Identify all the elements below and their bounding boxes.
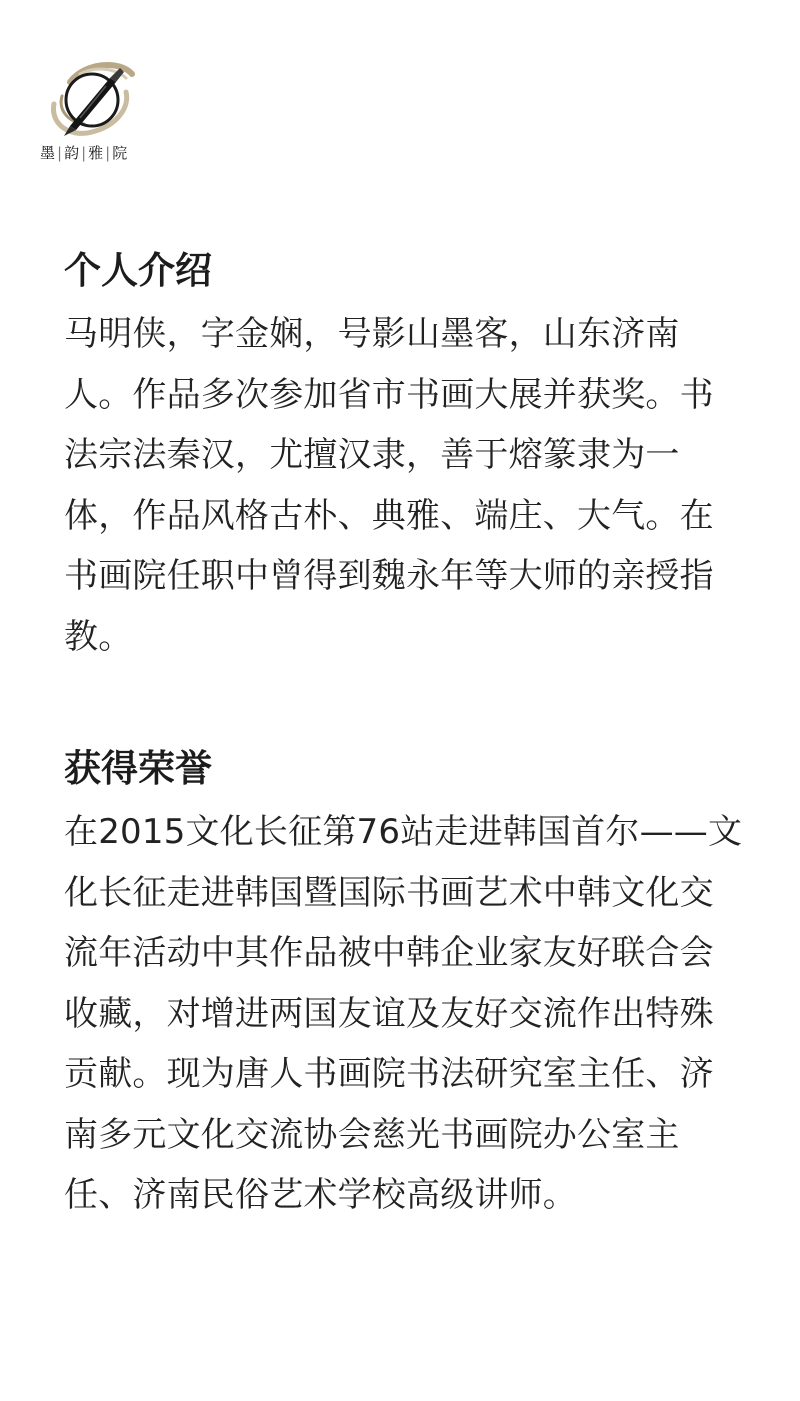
intro-title: 个人介绍 xyxy=(64,249,212,292)
logo-char-2: 韵 xyxy=(64,144,81,162)
logo-char-3: 雅 xyxy=(88,144,105,162)
logo-char-4: 院 xyxy=(112,144,129,162)
logo-text: 墨|韵|雅|院 xyxy=(40,144,129,162)
honors-title: 获得荣誉 xyxy=(64,747,212,790)
intro-body: 马明侠，字金娴，号影山墨客，山东济南人。作品多次参加省市书画大展并获奖。书法宗法秦汉，尤擅汉隶，善于熔篆隶为一体，作品风格古朴、典雅、端庄、大气。在书画院任职中曾得到魏永年等大师的亲授指教。 xyxy=(64,314,714,657)
honors-section xyxy=(64,742,744,1226)
honors-body: 在2015文化长征第76站走进韩国首尔——文化长征走进韩国暨国际书画艺术中韩文化交流年活动中其作品被中韩企业家友好联合会收藏，对增进两国友谊及友好交流作出特殊贡献。现为唐人书画院书法研究室主任、济南多元文化交流协会慈光书画院办公室主任、济南民俗艺术学校高级讲师。 xyxy=(64,812,743,1215)
brush-pen-logo-icon xyxy=(40,52,140,142)
logo xyxy=(40,52,150,172)
intro-section xyxy=(64,244,744,667)
logo-char-1: 墨 xyxy=(40,144,57,162)
